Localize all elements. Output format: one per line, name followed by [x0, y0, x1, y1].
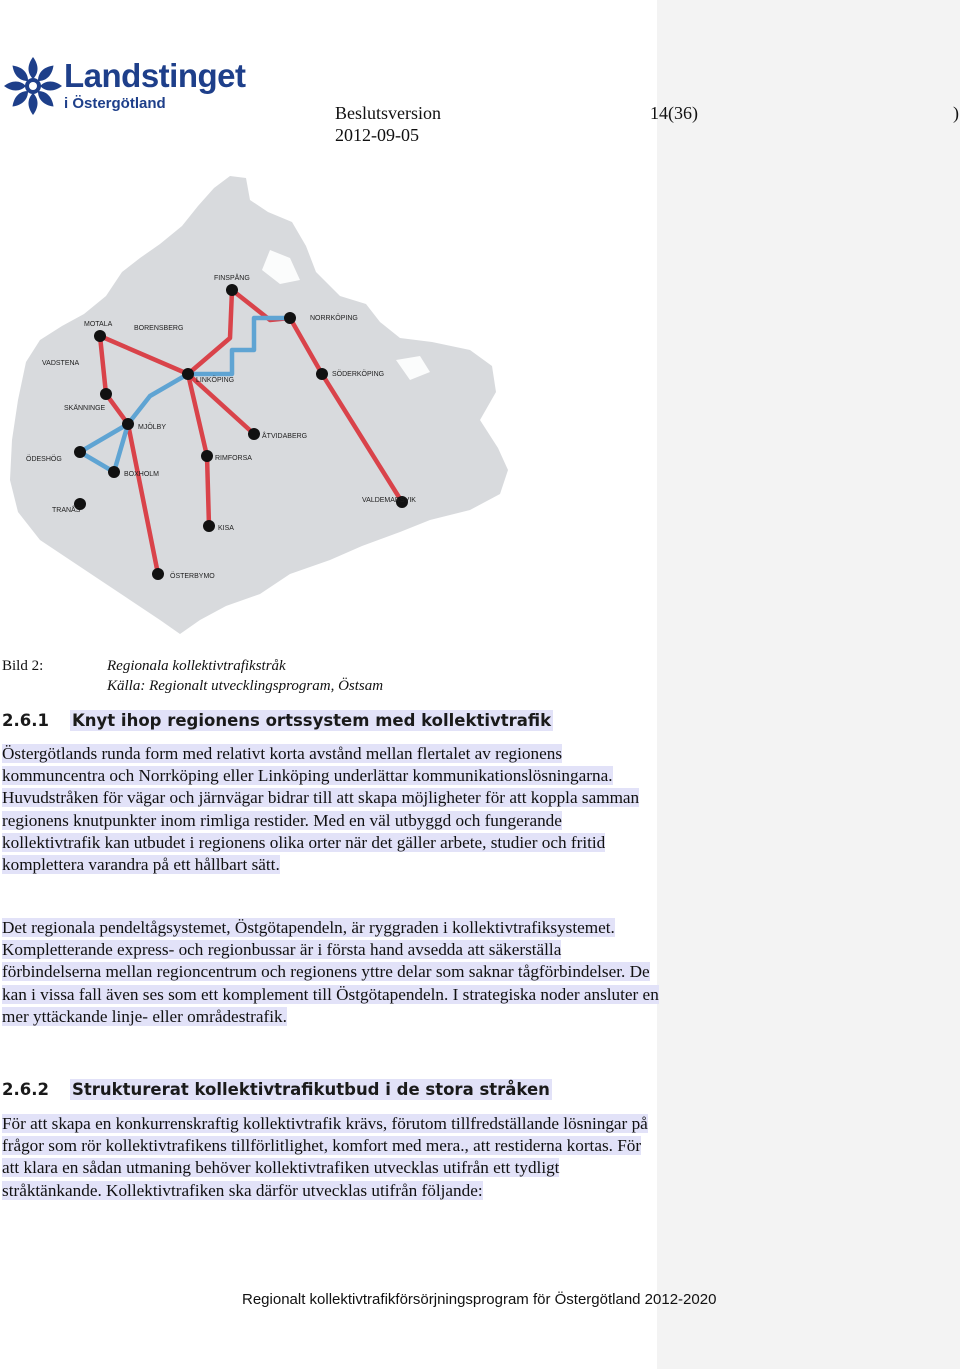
- section-title: Strukturerat kollektivtrafikutbud i de stora stråken: [72, 1080, 550, 1099]
- page-number: 14(36): [650, 103, 698, 123]
- map-label-boxholm: BOXHOLM: [124, 471, 160, 478]
- figure-title: Regionala kollektivtrafikstråk: [107, 658, 286, 674]
- map-label-motala: MOTALA: [84, 321, 113, 328]
- section-title: Knyt ihop regionens ortssystem med kollektivtrafik: [72, 711, 552, 730]
- map-label-vadstena: VADSTENA: [42, 360, 80, 367]
- paragraph-text: Det regionala pendeltågsystemet, Östgötapendeln, är ryggraden i kollektivtrafiksystemet. Kompletterande express- och regionbussar är i första hand avsedda att säkerställa förbindelserna mellan regioncentrum och regionens yttre delar som saknar tågförbindelser. De kan i vissa fall även ses som ett komplement till Östgötapendeln. I strategiska noder ansluter en mer yttäckande linje- eller områdestrafik.: [2, 918, 659, 1026]
- map-label-soderkoping: SÖDERKÖPING: [332, 371, 385, 378]
- paragraph-text: Östergötlands runda form med relativt korta avstånd mellan flertalet av regionens kommuncentra och Norrköping eller Linköping underlättar kommunikationslösningarna. Huvudstråken för vägar och järnvägar bidrar till att skapa möjligheter för att koppla samman regionens knutpunkter inom rimliga restider. Med en väl utbyggd och fungerande kollektivtrafik kan utbudet i regionens olika orter när det gäller arbete, studier och fritid komplettera varandra på ett hållbart sätt.: [2, 744, 640, 875]
- snowflake-emblem-icon: [2, 55, 64, 117]
- map-label-osterbymo: ÖSTERBYMO: [170, 573, 215, 580]
- paragraph: [2, 743, 662, 876]
- paragraph: [2, 1113, 662, 1202]
- map-label-atvidaberg: ÅTVIDABERG: [262, 433, 308, 440]
- landstinget-logo: [0, 55, 250, 123]
- paragraph-text: För att skapa en konkurrenskraftig kollektivtrafik krävs, förutom tillfredställande lösningar på frågor som rör kollektivtrafikens tillförlitlighet, komfort med mera., att restiderna kortas. För att klara en sådan utmaning behöver kollektivtrafiken utvecklas utifrån ett tydligt stråktänkande. Kollektivtrafiken ska därför utvecklas utifrån följande:: [2, 1114, 648, 1200]
- map-label-tranas: TRANÅS: [52, 507, 81, 514]
- paragraph: [2, 917, 662, 1028]
- document-date: 2012-09-05: [335, 125, 419, 145]
- map-label-mjolby: MJÖLBY: [138, 424, 167, 431]
- figure-label: Bild 2:: [2, 658, 44, 674]
- section-number: 2.6.2: [2, 1080, 49, 1099]
- margin-band: [657, 0, 960, 1369]
- logo-subtitle: i Östergötland: [64, 95, 166, 112]
- section-heading-262: [2, 1082, 552, 1099]
- section-heading-261: [2, 713, 553, 730]
- figure-source: Källa: Regionalt utvecklingsprogram, Östsam: [107, 678, 384, 694]
- map-label-valdemarsvik: VALDEMARSVIK: [362, 497, 416, 504]
- map-label-norrkoping: NORRKÖPING: [310, 315, 358, 322]
- map-label-linkoping: LINKÖPING: [196, 377, 235, 384]
- map-label-finspang: FINSPÅNG: [214, 275, 250, 282]
- section-number: 2.6.1: [2, 711, 49, 730]
- page-footer: Regionalt kollektivtrafikförsörjningsprogram för Östergötland 2012-2020: [242, 1291, 717, 1308]
- map-label-odeshog: ÖDESHÖG: [26, 456, 62, 463]
- document-status: Beslutsversion: [335, 103, 441, 123]
- map-label-borensberg: BORENSBERG: [134, 325, 184, 332]
- map-label-skanninge: SKÄNNINGE: [64, 405, 106, 412]
- map-label-rimforsa: RIMFORSA: [215, 455, 252, 462]
- logo-wordmark: Landstinget: [64, 57, 246, 94]
- regional-transit-map: [0, 165, 520, 645]
- map-label-kisa: KISA: [218, 525, 234, 532]
- header-trailing-mark: ): [953, 103, 959, 123]
